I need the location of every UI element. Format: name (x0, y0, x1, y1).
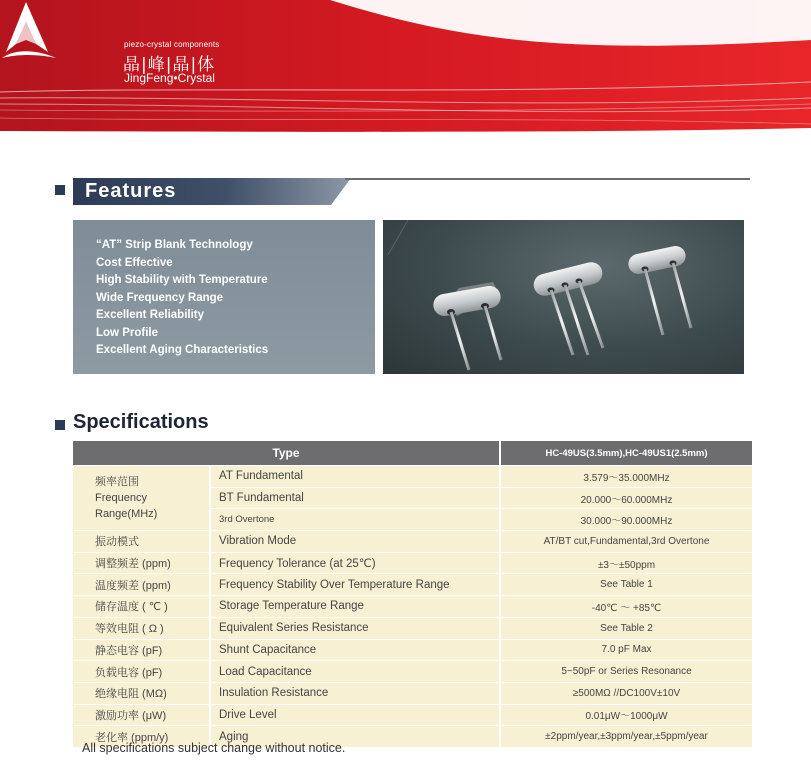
features-title: Features (85, 180, 177, 202)
param-name: Frequency Tolerance (at 25℃) (210, 552, 500, 574)
param-name: Frequency Stability Over Temperature Range (210, 574, 500, 596)
param-name: Vibration Mode (210, 531, 500, 553)
param-value: 3.579～35.000MHz (500, 466, 752, 488)
param-name: Load Capacitance (210, 661, 500, 683)
param-name: AT Fundamental (210, 466, 500, 488)
brand-name-chinese: 晶|峰|晶|体 (123, 55, 216, 75)
table-row (73, 466, 752, 488)
table-row (73, 639, 752, 661)
features-list (96, 237, 268, 360)
param-value: AT/BT cut,Fundamental,3rd Overtone (500, 531, 752, 553)
param-name-cn: 激励功率 (μW) (73, 704, 210, 726)
param-name-cn: 储存温度 ( ℃ ) (73, 596, 210, 618)
features-title-bar (73, 178, 351, 205)
param-name-cn: 绝缘电阻 (MΩ) (73, 682, 210, 704)
crystal-middle (531, 260, 604, 355)
type-header: Type (73, 441, 500, 466)
param-name: Drive Level (210, 704, 500, 726)
param-name: Shunt Capacitance (210, 639, 500, 661)
model-header: HC-49US(3.5mm),HC-49US1(2.5mm) (500, 441, 752, 466)
features-panel (73, 220, 375, 374)
param-value: -40℃ ～ +85℃ (500, 596, 752, 618)
param-value: See Table 2 (500, 617, 752, 639)
table-row (73, 531, 752, 553)
banner-background (0, 0, 811, 135)
feature-item: Cost Effective (96, 256, 173, 269)
specifications-table (73, 441, 752, 747)
param-value: ±3～±50ppm (500, 552, 752, 574)
param-name-cn: 等效电阻 ( Ω ) (73, 617, 210, 639)
logo-icon (0, 0, 58, 66)
frequency-label-en-1: Frequency (95, 492, 147, 505)
feature-item: High Stability with Temperature (96, 274, 268, 286)
crystal-product-photo (383, 220, 744, 374)
specifications-title: Specifications (73, 411, 209, 433)
param-name: Aging (210, 726, 500, 747)
param-name-cn: 温度频差 (ppm) (73, 574, 210, 596)
feature-item: Excellent Aging Characteristics (96, 344, 269, 356)
feature-item: “AT” Strip Blank Technology (96, 239, 253, 251)
table-row (73, 682, 752, 704)
table-row (73, 552, 752, 574)
param-name-cn: 负载电容 (pF) (73, 661, 210, 683)
table-row (73, 617, 752, 639)
param-name: Insulation Resistance (210, 682, 500, 704)
feature-item: Low Profile (96, 326, 158, 339)
crystal-left (432, 282, 503, 370)
crystal-right (627, 244, 691, 335)
param-name-cn: 老化率 (ppm/y) (73, 726, 210, 747)
feature-item: Wide Frequency Range (96, 291, 224, 304)
table-row (73, 661, 752, 683)
param-value: See Table 1 (500, 574, 752, 596)
param-name-cn: 静态电容 (pF) (73, 639, 210, 661)
header-banner (0, 0, 811, 135)
frequency-label-cn: 频率范围 (95, 476, 139, 489)
brand-tagline: piezo-crystal components (124, 40, 220, 49)
param-value: 0.01μW～1000μW (500, 704, 752, 726)
param-name: 3rd Overtone (210, 509, 500, 531)
param-value: 5~50pF or Series Resonance (500, 661, 752, 683)
param-value: 30.000～90.000MHz (500, 509, 752, 531)
param-name: Storage Temperature Range (210, 596, 500, 618)
footnote: All specifications subject change without notice. (82, 741, 346, 755)
table-row (73, 704, 752, 726)
table-row (73, 596, 752, 618)
frequency-range-label (73, 466, 210, 531)
specifications-bullet (55, 420, 65, 430)
param-name: Equivalent Series Resistance (210, 617, 500, 639)
param-value: 20.000～60.000MHz (500, 487, 752, 509)
param-name-cn: 调整频差 (ppm) (73, 552, 210, 574)
feature-item: Excellent Reliability (96, 309, 205, 321)
frequency-label-en-2: Range(MHz) (95, 508, 158, 521)
features-divider (345, 178, 750, 180)
brand-name-english: JingFeng•Crystal (124, 71, 215, 85)
param-value: ≥500MΩ //DC100V±10V (500, 682, 752, 704)
param-value: ±2ppm/year,±3ppm/year,±5ppm/year (500, 726, 752, 747)
param-name-cn: 振动模式 (73, 531, 210, 553)
table-row (73, 574, 752, 596)
table-header-row (73, 441, 752, 466)
crystal-illustration (383, 220, 744, 374)
param-name: BT Fundamental (210, 487, 500, 509)
param-value: 7.0 pF Max (500, 639, 752, 661)
features-bullet (55, 185, 65, 195)
